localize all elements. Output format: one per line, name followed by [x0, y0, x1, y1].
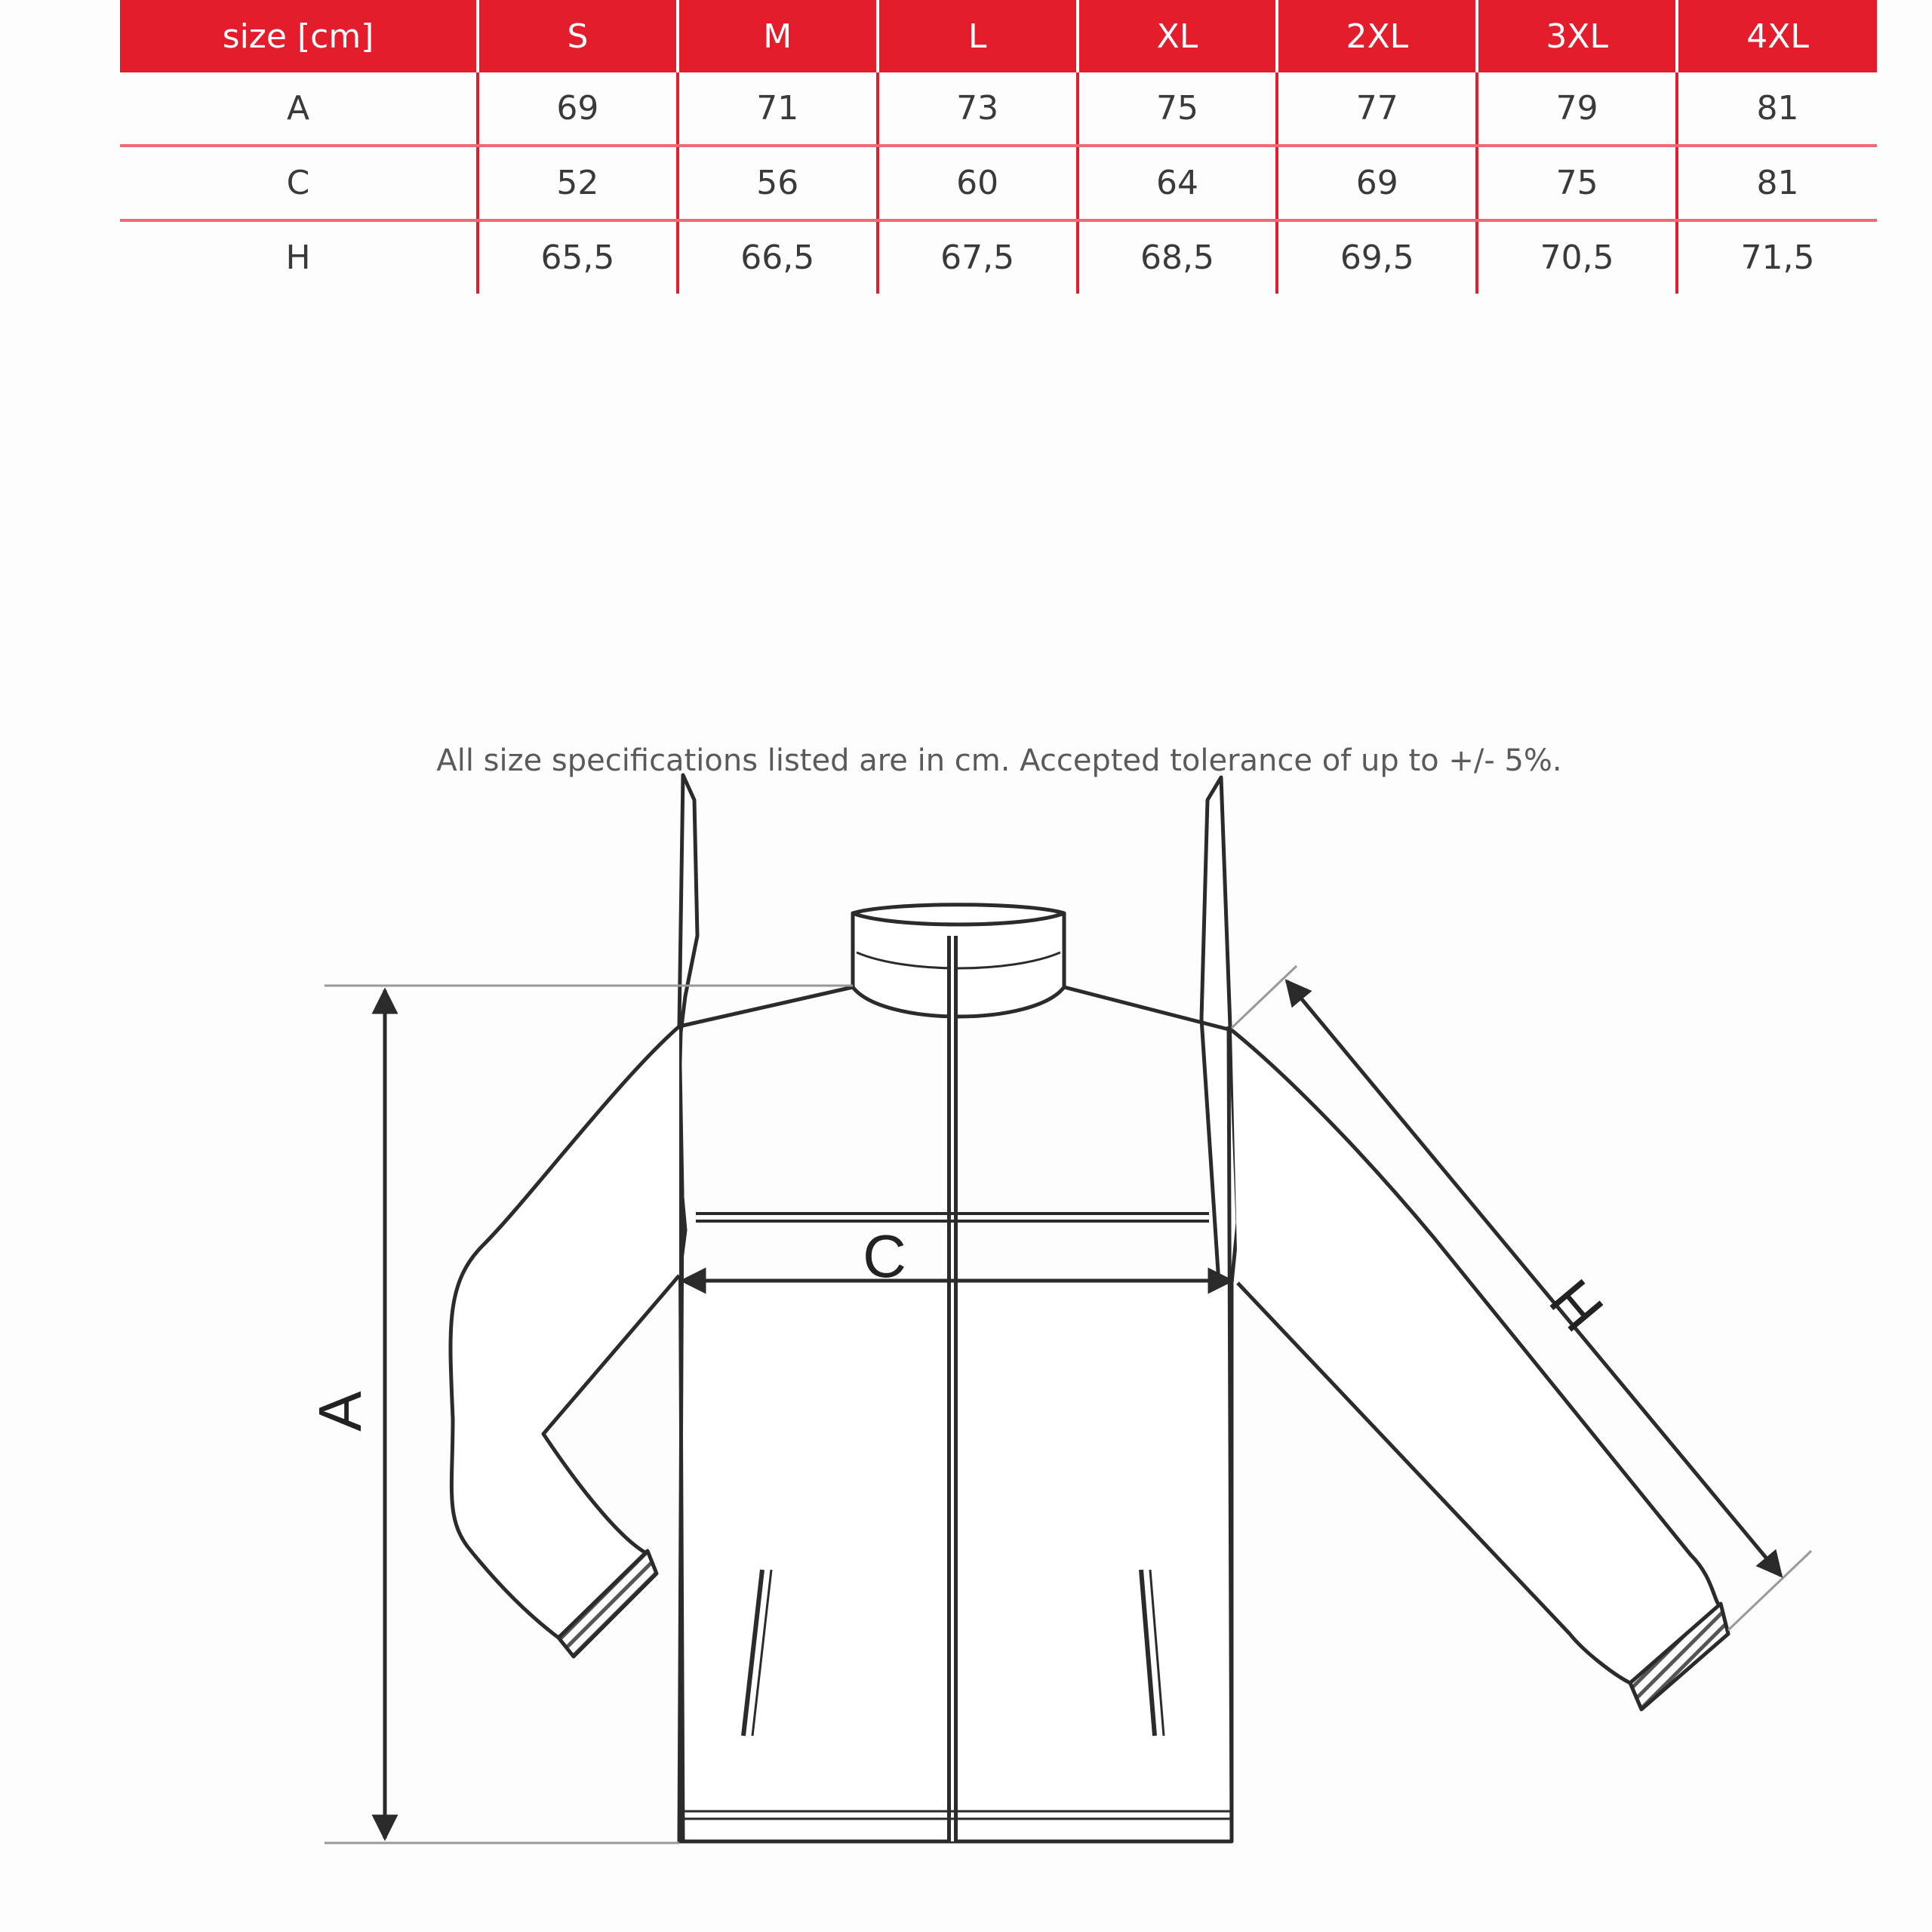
table-cell: 71	[678, 72, 878, 146]
header-cell: size [cm]	[120, 0, 478, 72]
table-cell: 69	[1277, 146, 1477, 220]
table-cell: 60	[878, 146, 1078, 220]
table-cell: 81	[1677, 72, 1877, 146]
table-cell: 75	[1477, 146, 1677, 220]
table-cell: 56	[678, 146, 878, 220]
label-c: C	[863, 1223, 906, 1290]
table-cell: 64	[1078, 146, 1278, 220]
shoulder-left	[679, 987, 853, 1026]
right-sleeve	[1232, 1030, 1721, 1683]
table-cell: 73	[878, 72, 1078, 146]
tolerance-note: All size specifications listed are in cm. Accepted tolerance of up to +/- 5%.	[436, 743, 1562, 778]
h-top-guide	[1232, 966, 1297, 1028]
header-cell: S	[478, 0, 678, 72]
left-sleeve	[451, 1026, 679, 1638]
table-cell: 52	[478, 146, 678, 220]
table-cell: 69	[478, 72, 678, 146]
header-cell: 3XL	[1477, 0, 1677, 72]
table-cell: 70,5	[1477, 220, 1677, 294]
table-cell: 66,5	[678, 220, 878, 294]
jacket-outline	[451, 775, 1728, 1841]
header-cell: XL	[1078, 0, 1278, 72]
label-a: A	[306, 1391, 374, 1432]
table-cell: 75	[1078, 72, 1278, 146]
row-label: A	[120, 72, 478, 146]
header-cell: 4XL	[1677, 0, 1877, 72]
label-h: H	[1537, 1266, 1617, 1344]
table-cell: 65,5	[478, 220, 678, 294]
header-cell: L	[878, 0, 1078, 72]
header-cell: M	[678, 0, 878, 72]
table-cell: 69,5	[1277, 220, 1477, 294]
table-cell: 79	[1477, 72, 1677, 146]
table-cell: 67,5	[878, 220, 1078, 294]
table-cell: 71,5	[1740, 238, 1815, 277]
table-cell: 81	[1677, 146, 1877, 220]
table-cell: 77	[1277, 72, 1477, 146]
table-cell: 68,5	[1078, 220, 1278, 294]
row-label: C	[120, 146, 478, 220]
row-label: H	[120, 220, 478, 294]
header-cell: 2XL	[1277, 0, 1477, 72]
